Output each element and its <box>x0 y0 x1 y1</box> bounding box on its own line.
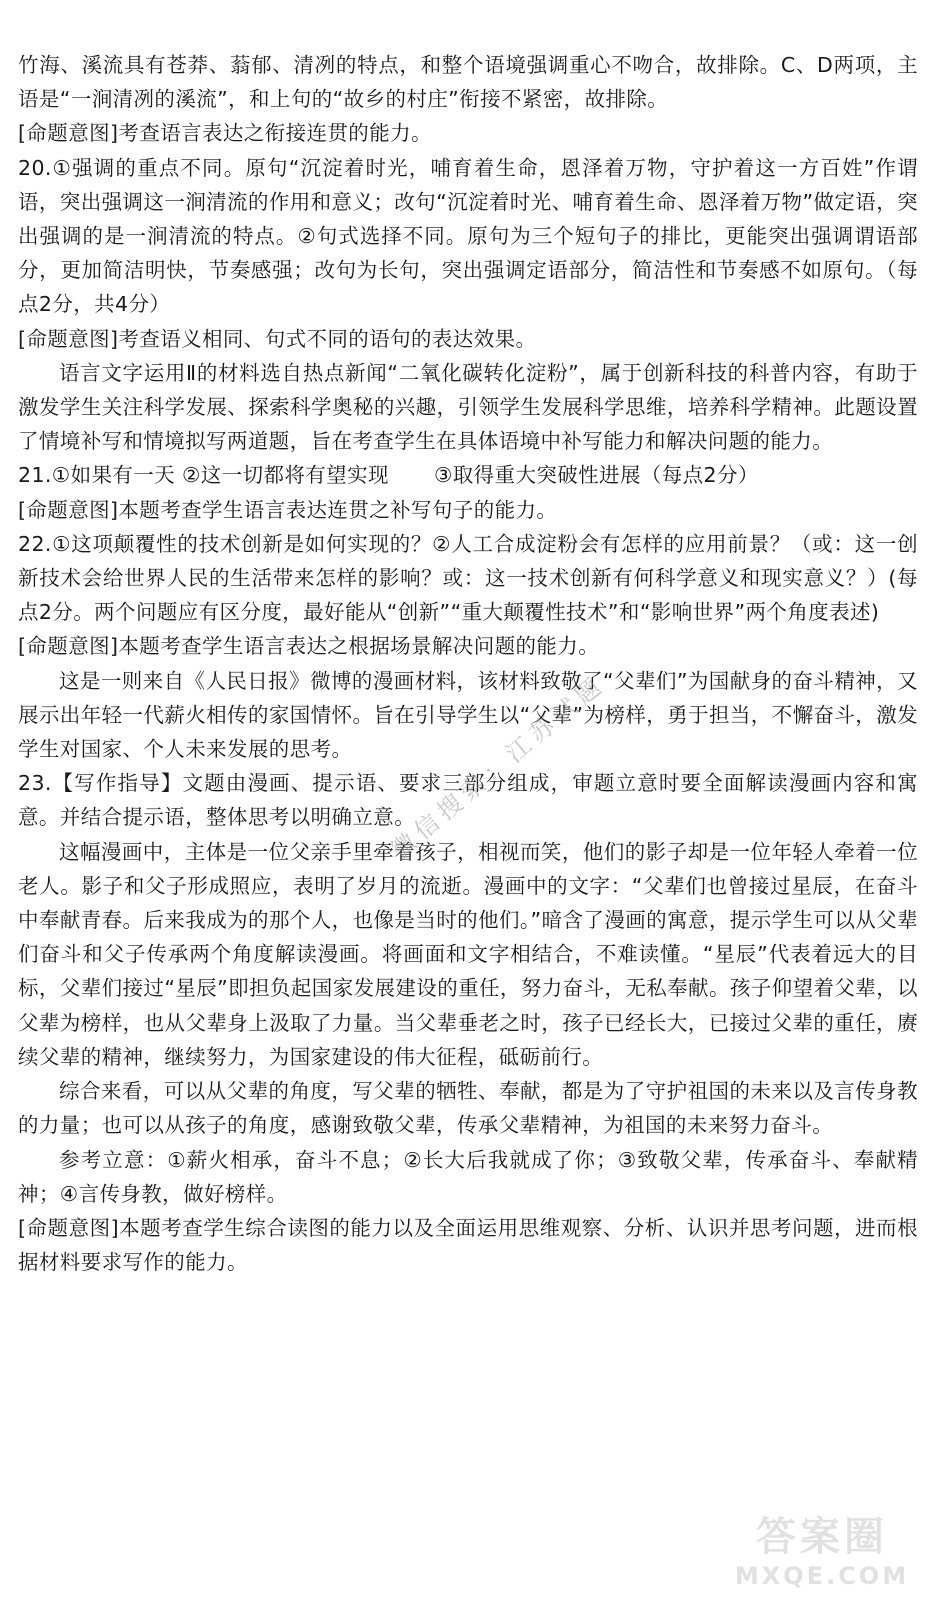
logo-subtext: MXQE.COM <box>734 1562 910 1590</box>
paragraph-material-intro: 语言文字运用Ⅱ的材料选自热点新闻“二氧化碳转化淀粉”，属于创新科技的科普内容，有助于激发学生关注科学发展、探索科学奥秘的兴趣，引领学生发展科学思维，培养科学精神。此题设置了情境补写和情境拟写两道题，旨在考查学生在具体语境中补写能力和解决问题的能力。 <box>18 360 918 454</box>
paragraph-writing-guide-23: 23.【写作指导】文题由漫画、提示语、要求三部分组成，审题立意时要全面解读漫画内容和寓意。并结合提示语，整体思考以明确立意。 <box>18 771 918 830</box>
logo-text: 答案圈 <box>756 1514 888 1560</box>
paragraph-summary: 综合来看，可以从父辈的角度，写父辈的牺牲、奉献，都是为了守护祖国的未来以及言传身教的力量；也可以从孩子的角度，感谢致敬父辈，传承父辈精神，为祖国的未来努力奋斗。 <box>18 1079 918 1138</box>
paragraph-comic-analysis: 这幅漫画中，主体是一位父亲手里牵着孩子，相视而笑，他们的影子却是一位年轻人牵着一位老人。影子和父子形成照应，表明了岁月的流逝。漫画中的文字：“父辈们也曾接过星辰，在奋斗中奉献青春。后来我成为的那个人，也像是当时的他们。”暗含了漫画的寓意，提示学生可以从父辈们奋斗和父子传承两个角度解读漫画。将画面和文字相结合，不难读懂。“星辰”代表着远大的目标，父辈们接过“星辰”即担负起国家发展建设的重任，努力奋斗，无私奉献。孩子仰望着父辈，以父辈为榜样，也从父辈身上汲取了力量。当父辈垂老之时，孩子已经长大，已接过父辈的重任，赓续父辈的精神，继续努力，为国家建设的伟大征程，砥砺前行。 <box>18 839 918 1069</box>
paragraph-answer-20: 20.①强调的重点不同。原句“沉淀着时光，哺育着生命，恩泽着万物，守护着这一方百姓”作谓语，突出强调这一涧清流的作用和意义；改句“沉淀着时光、哺育着生命、恩泽着万物”做定语，突出强调的是一涧清流的特点。②句式选择不同。原句为三个短句子的排比，更能突出强调谓语部分，更加简洁明快，节奏感强；改句为长句，突出强调定语部分，简洁性和节奏感不如原句。（每点2分，共4分） <box>18 155 918 317</box>
paragraph-answer-22: 22.①这项颠覆性的技术创新是如何实现的？②人工合成淀粉会有怎样的应用前景？（或：这一创新技术会给世界人民的生活带来怎样的影响？或：这一技术创新有何科学意义和现实意义？）(每点2分。两个问题应有区分度，最好能从“创新”“重大颠覆性技术”和“影响世界”两个角度表述) <box>18 531 918 625</box>
paragraph-answer-21 <box>18 458 918 492</box>
paragraph-intent-22: [命题意图]本题考查学生语言表达之根据场景解决问题的能力。 <box>18 634 600 659</box>
paragraph-reference-ideas: 参考立意：①薪火相承，奋斗不息；②长大后我就成了你；③致敬父辈，传承奋斗、奉献精神；④言传身教，做好榜样。 <box>18 1147 918 1206</box>
paragraph-intent-23: [命题意图]本题考查学生综合读图的能力以及全面运用思维观察、分析、认识并思考问题，进而根据材料要求写作的能力。 <box>18 1215 918 1275</box>
site-logo <box>722 1506 922 1592</box>
paragraph-options-analysis: 竹海、溪流具有苍莽、蓊郁、清冽的特点，和整个语境强调重心不吻合，故排除。C、D两项，主语是“一涧清冽的溪流”，和上句的“故乡的村庄”衔接不紧密，故排除。 <box>18 53 918 112</box>
paragraph-intent-19: [命题意图]考查语言表达之衔接连贯的能力。 <box>18 121 432 146</box>
paragraph-comic-intro: 这是一则来自《人民日报》微博的漫画材料，该材料致敬了“父辈们”为国献身的奋斗精神，又展示出年轻一代薪火相传的家国情怀。旨在引导学生以“父辈”为榜样，勇于担当，不懈奋斗，激发学生对国家、个人未来发展的思考。 <box>18 668 918 762</box>
watermark-text: 微信搜索：江苏试题 <box>385 669 611 865</box>
answer-21-part2: ③取得重大突破性进展（每点2分） <box>433 463 759 488</box>
paragraph-intent-21: [命题意图]本题考查学生语言表达连贯之补写句子的能力。 <box>18 497 558 522</box>
paragraph-intent-20: [命题意图]考查语义相同、句式不同的语句的表达效果。 <box>18 326 537 351</box>
document-body <box>18 48 918 1279</box>
answer-21-part1: 21.①如果有一天 ②这一切都将有望实现 <box>18 463 389 488</box>
